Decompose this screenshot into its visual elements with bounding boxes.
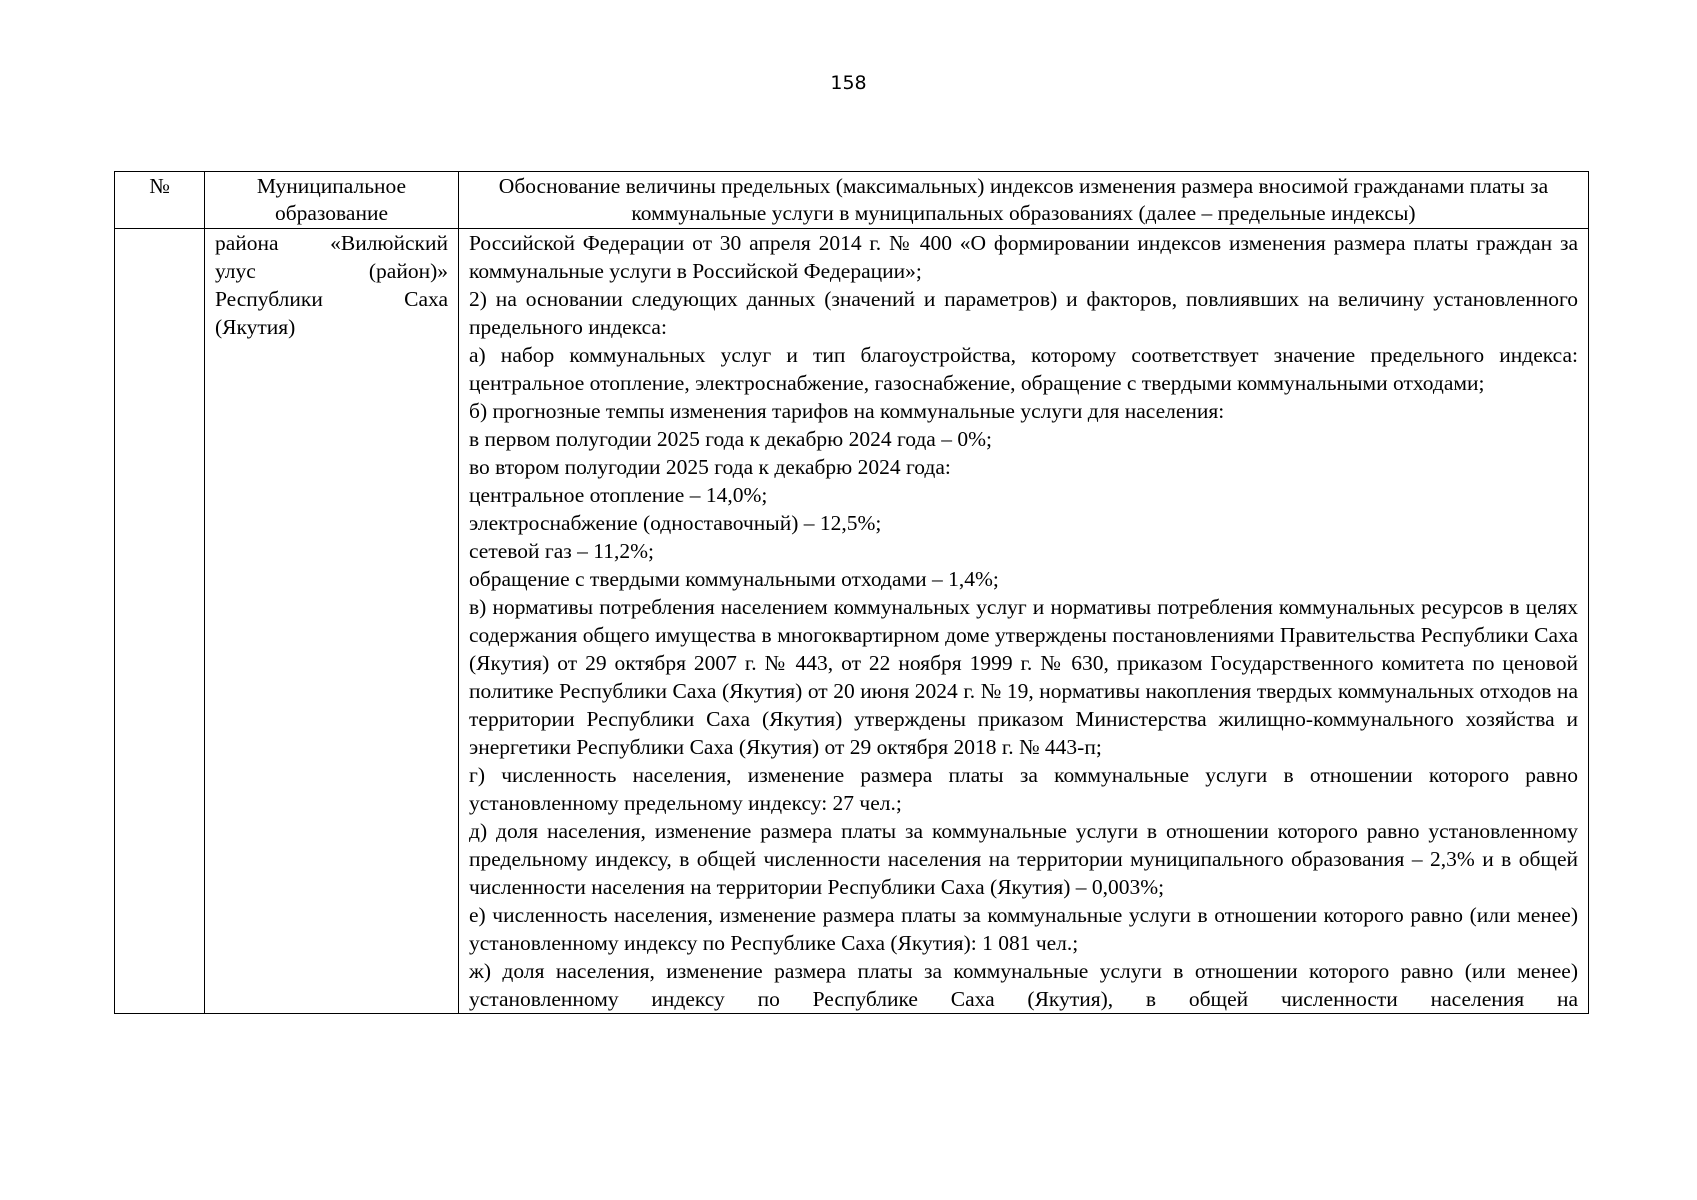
cell-municipality [205,229,459,1014]
cell-justification [459,229,1589,1014]
justification-paragraph: д) доля населения, изменение размера платы за коммунальные услуги в отношении которого равно установленному предельному индексу, в общей численности населения на территории муниципального образования – 2,3% и в общей численности населения на территории Республики Саха (Якутия) – 0,003%; [469,819,1578,899]
municipality-line: Республики Саха [215,287,448,311]
municipality-line: района «Вилюйский [215,231,448,255]
header-municipality: Муниципальное образование [205,172,459,229]
justification-paragraph: е) численность населения, изменение размера платы за коммунальные услуги в отношении которого равно (или менее) установленному индексу по Республике Саха (Якутия): 1 081 чел.; [469,903,1578,955]
justification-paragraph: ж) доля населения, изменение размера платы за коммунальные услуги в отношении которого равно (или менее) установленному индексу по Республике Саха (Якутия), в общей численности населения на [469,959,1578,1011]
justification-paragraph: б) прогнозные темпы изменения тарифов на коммунальные услуги для населения: [469,399,1225,423]
header-number: № [115,172,205,229]
page-number: 158 [830,72,867,94]
municipality-line: (Якутия) [215,315,296,339]
justification-paragraph: центральное отопление – 14,0%; [469,483,768,507]
justification-paragraph: сетевой газ – 11,2%; [469,539,654,563]
cell-number [115,229,205,1014]
justification-paragraph: во втором полугодии 2025 года к декабрю 2024 года: [469,455,951,479]
justification-paragraph: 2) на основании следующих данных (значений и параметров) и факторов, повлиявших на величину установленного предельного индекса: [469,287,1578,339]
justification-paragraph: в первом полугодии 2025 года к декабрю 2024 года – 0%; [469,427,992,451]
justification-paragraph: электроснабжение (одноставочный) – 12,5%; [469,511,882,535]
justification-paragraph: обращение с твердыми коммунальными отходами – 1,4%; [469,567,999,591]
justification-paragraph: а) набор коммунальных услуг и тип благоустройства, которому соответствует значение предельного индекса: центральное отопление, электроснабжение, газоснабжение, обращение с твердыми коммунальными отходами; [469,343,1578,395]
justification-paragraph: в) нормативы потребления населением коммунальных услуг и нормативы потребления коммунальных ресурсов в целях содержания общего имущества в многоквартирном доме утверждены постановлениями Правительства Республики Саха (Якутия) от 29 октября 2007 г. № 443, от 22 ноября 1999 г. № 630, приказом Государственного комитета по ценовой политике Республики Саха (Якутия) от 20 июня 2024 г. № 19, нормативы накопления твердых коммунальных отходов на территории Республики Саха (Якутия) утверждены приказом Министерства жилищно-коммунального хозяйства и энергетики Республики Саха (Якутия) от 29 октября 2018 г. № 443-п; [469,595,1578,759]
justification-paragraph: г) численность населения, изменение размера платы за коммунальные услуги в отношении которого равно установленному предельному индексу: 27 чел.; [469,763,1578,815]
header-justification: Обоснование величины предельных (максимальных) индексов изменения размера вносимой гражданами платы за коммунальные услуги в муниципальных образованиях (далее – предельные индексы) [459,172,1589,229]
table-row [115,229,1589,1014]
table-header-row [115,172,1589,229]
indices-table [114,171,1589,1014]
justification-paragraph: Российской Федерации от 30 апреля 2014 г. № 400 «О формировании индексов изменения размера платы граждан за коммунальные услуги в Российской Федерации»; [469,231,1578,283]
municipality-line: улус (район)» [215,259,448,283]
